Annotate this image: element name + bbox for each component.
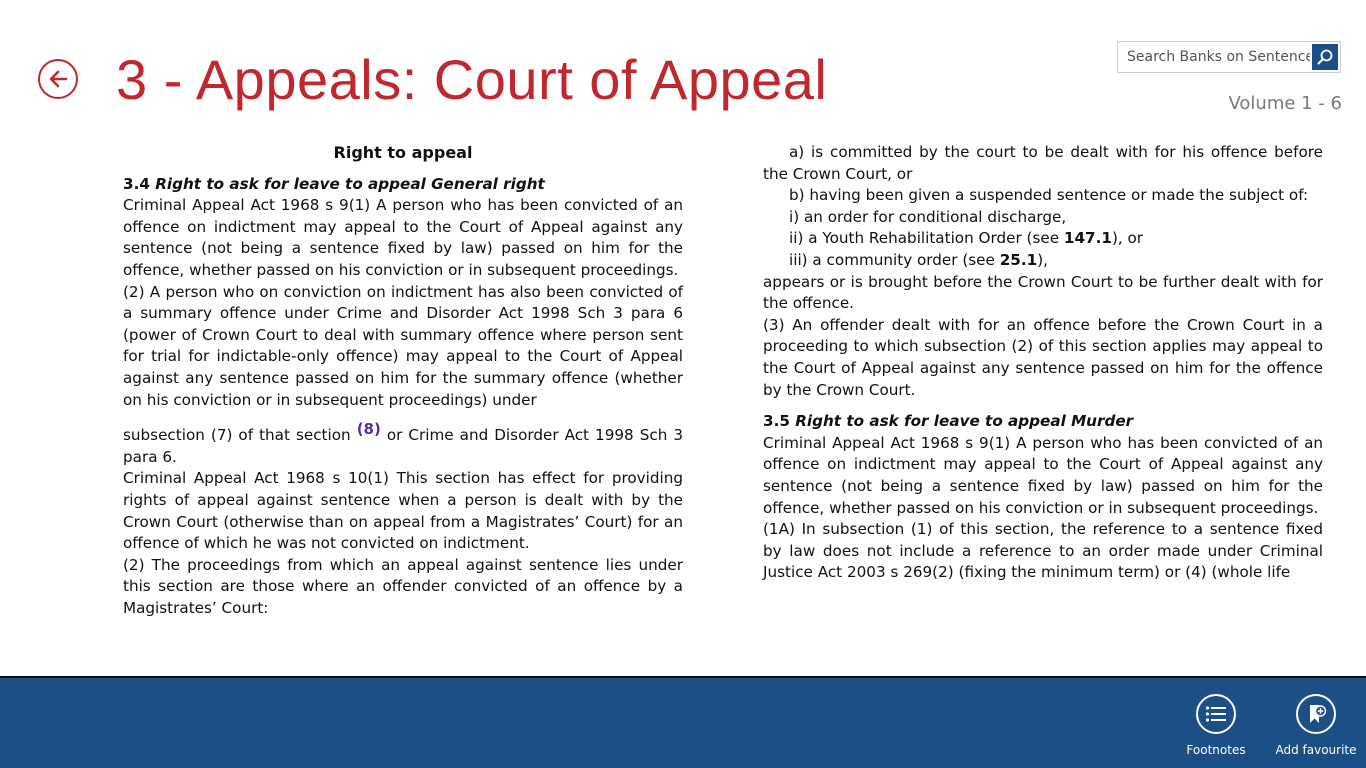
section-title: Right to appeal	[333, 143, 473, 162]
paragraph: (1A) In subsection (1) of this section, the reference to a sentence fixed by law does not include a reference to an order made under Criminal Justice Act 2003 s 269(2) (fixing the minimum term) or (4) (whole life	[763, 520, 1323, 582]
footnotes-icon-circle	[1196, 694, 1236, 734]
paragraph: appears or is brought before the Crown Court to be further dealt with for the offence.	[763, 272, 1323, 313]
favourite-icon-circle	[1296, 694, 1336, 734]
paragraph-text: subsection (7) of that section	[123, 426, 351, 445]
back-arrow-icon	[47, 68, 69, 90]
app-bar	[0, 676, 1366, 768]
footnote-reference[interactable]: (8)	[356, 420, 381, 439]
footnotes-label: Footnotes	[1186, 743, 1246, 757]
paragraph: (2) A person who on conviction on indictment has also been convicted of a summary offence under Crime and Disorder Act 1998 Sch 3 para 6 (power of Crown Court to deal with summary offence where person sent for trial for indictable-only offence) may appeal to the Court of Appeal against any sentence passed on him for the summary offence (whether on his conviction or in subsequent proceedings) under	[123, 282, 683, 409]
paragraph-text: or Crime and Disorder Act 1998 Sch 3 para 6.	[123, 426, 684, 466]
search-box	[1117, 41, 1341, 73]
subsection-heading-3-5	[763, 411, 1323, 433]
cross-reference-link[interactable]: 147.1	[1063, 229, 1112, 248]
subsection-number: 3.5	[763, 412, 790, 431]
list-item: i) an order for conditional discharge,	[789, 207, 1067, 226]
paragraph: Criminal Appeal Act 1968 s 10(1) This section has effect for providing rights of appeal against sentence when a person is dealt with by the Crown Court (otherwise than on appeal from a Magistrates’ Court) for an offence of which he was not convicted on indictment.	[123, 469, 683, 553]
list-item-text: ii) a Youth Rehabilitation Order (see	[789, 229, 1064, 248]
list-item: b) having been given a suspended sentence or made the subject of:	[789, 186, 1309, 205]
search-button[interactable]	[1312, 44, 1338, 70]
cross-reference-link[interactable]: 25.1	[999, 250, 1038, 269]
list-item-text: iii) a community order (see	[789, 250, 1000, 269]
list-icon	[1205, 705, 1227, 723]
footnotes-button[interactable]	[1166, 694, 1266, 757]
bookmark-add-icon	[1305, 703, 1327, 725]
add-favourite-button[interactable]	[1266, 694, 1366, 757]
list-item	[763, 250, 1323, 272]
subsection-heading-3-4	[123, 174, 683, 196]
paragraph: (2) The proceedings from which an appeal against sentence lies under this section are those where an offender convicted of an offence by a Magistrates’ Court:	[123, 555, 683, 617]
content-column-right	[763, 142, 1323, 584]
subsection-title: Right to ask for leave to appeal Murder	[795, 412, 1134, 431]
volume-label: Volume 1 - 6	[1228, 93, 1342, 114]
search-icon	[1316, 48, 1334, 66]
back-button[interactable]	[38, 59, 78, 99]
add-favourite-label: Add favourite	[1275, 743, 1357, 757]
subsection-title: Right to ask for leave to appeal General right	[155, 174, 545, 193]
paragraph: Criminal Appeal Act 1968 s 9(1) A person who has been convicted of an offence on indictment may appeal to the Court of Appeal against any sentence (not being a sentence fixed by law) passed on him for the offence, whether passed on his conviction or in subsequent proceedings.	[763, 433, 1323, 517]
content-column-left	[123, 142, 683, 619]
paragraph: (3) An offender dealt with for an offence before the Crown Court in a proceeding to which subsection (2) of this section applies may appeal to the Court of Appeal against any sentence passed on him for the offence by the Crown Court.	[763, 315, 1323, 399]
list-item-text: ), or	[1111, 229, 1144, 248]
page-title: 3 - Appeals: Court of Appeal	[116, 48, 828, 111]
paragraph	[123, 411, 683, 468]
search-input[interactable]	[1118, 42, 1310, 72]
list-item: a) is committed by the court to be dealt with for his offence before the Crown Court, or	[763, 143, 1323, 183]
subsection-number: 3.4	[123, 174, 150, 193]
paragraph: Criminal Appeal Act 1968 s 9(1) A person who has been convicted of an offence on indictment may appeal to the Court of Appeal against any sentence (not being a sentence fixed by law) passed on him for the offence, whether passed on his conviction or in subsequent proceedings.	[123, 196, 683, 279]
list-item	[763, 228, 1323, 250]
list-item-text: ),	[1037, 250, 1048, 269]
